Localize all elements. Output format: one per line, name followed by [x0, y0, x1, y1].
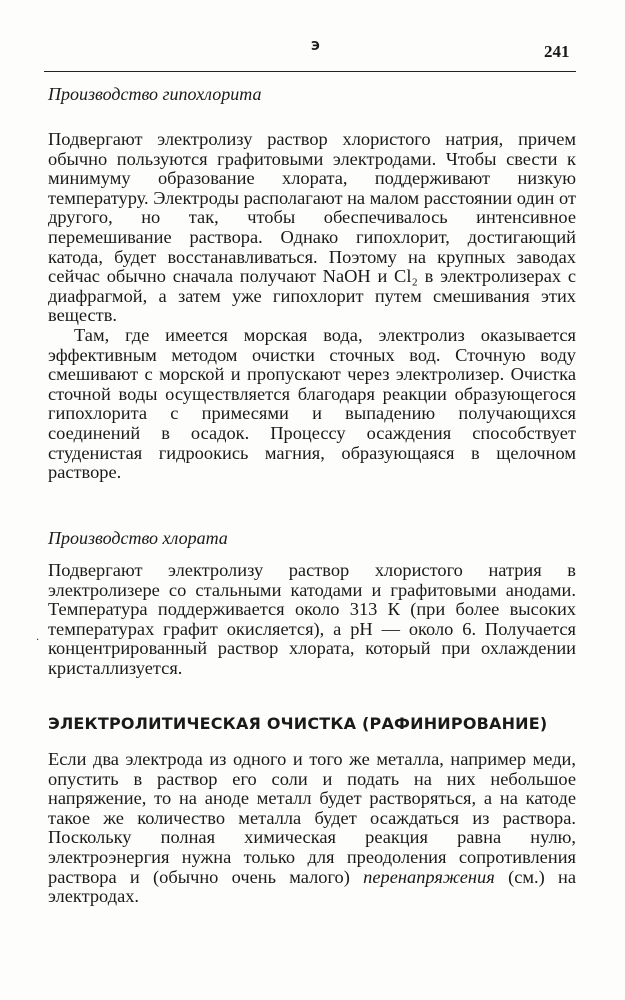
- page-number: 241: [544, 42, 570, 61]
- header-rule: [44, 71, 576, 72]
- hypochlorite-paragraph-2: Там, где имеется морская вода, электролиз оказывается эффективным методом очистки сточных вод. Сточную воду смешивают с морской и пропускают через электролизер. Очистка сточной воды осуществляется благодаря реакции образующегося гипохлорита с примесями и выпадению получающихся соединений в осадок. Процессу осаждения способствует студенистая гидроокись магния, образующаяся в щелочном растворе.: [48, 324, 576, 483]
- term-overvoltage: перенапряжения: [363, 866, 495, 887]
- margin-dot: .: [36, 632, 40, 643]
- refining-text-after-term: (см.) на электродах.: [48, 866, 576, 907]
- section-title-hypochlorite: Производство гипохлорита: [48, 84, 262, 104]
- chlorate-text-block: [48, 561, 576, 679]
- section-title-chlorate: Производство хлората: [48, 528, 228, 548]
- hypochlorite-text-block: [48, 130, 576, 483]
- hypochlorite-paragraph-1: Подвергают электролизу раствор хлористого натрия, причем обычно пользуются графитовыми электродами. Чтобы свести к минимуму образование хлората, поддерживают низкую температуру. Электроды располагают на малом расстоянии один от другого, но так, чтобы обеспечивалось интенсивное перемешивание раствора. Однако гипохлорит, достигающий катода, будет восстанавливаться. Поэтому на крупных заводах сейчас обычно сначала получают NaOH и Cl₂ в электролизерах с диафрагмой, а затем уже гипохлорит путем смешивания этих веществ.: [48, 129, 576, 326]
- section-heading-refining: ЭЛЕКТРОЛИТИЧЕСКАЯ ОЧИСТКА (РАФИНИРОВАНИЕ): [48, 714, 548, 733]
- refining-paragraph: [48, 750, 576, 907]
- running-header-letter: Э: [311, 39, 320, 53]
- refining-text-before-term: Если два электрода из одного и того же металла, например меди, опустить в раствор его соли и подать на них небольшое напряжение, то на аноде металл будет растворяться, а на катоде такое же количество металла будет осаждаться из раствора. Поскольку полная химическая реакция равна нулю, электроэнергия нужна только для преодоления сопротивления раствора и (обычно очень малого): [48, 749, 576, 887]
- chlorate-paragraph: Подвергают электролизу раствор хлористого натрия в электролизере со стальными катодами и графитовыми анодами. Температура поддерживается около 313 К (при более высоких температурах графит окисляется), а pH — около 6. Получается концентрированный раствор хлората, который при охлаждении кристаллизуется.: [48, 560, 576, 678]
- refining-text-block: [48, 750, 576, 907]
